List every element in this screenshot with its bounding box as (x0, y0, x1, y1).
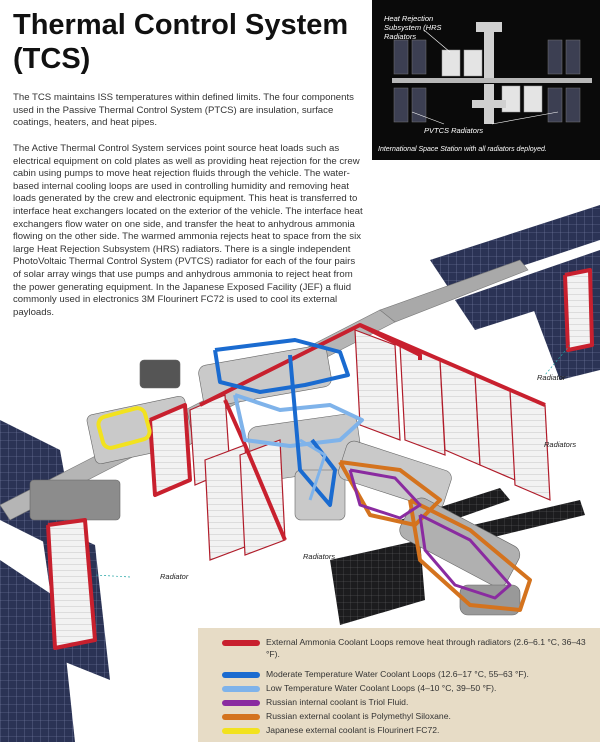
intro-paragraph: The TCS maintains ISS temperatures within defined limits. The four components used in the Passive Thermal Control System (PTCS) are insulation, surface coatings, heaters, and heat pipes. (13, 92, 354, 129)
legend-swatch-triol (222, 700, 260, 706)
hrs-radiators-label: Heat Rejection Subsystem (HRS Radiators (384, 14, 442, 41)
pvtcs-radiators-label: PVTCS Radiators (424, 126, 484, 135)
legend-text-fc72: Japanese external coolant is Flourinert FC72. (266, 725, 440, 735)
legend-text-low-water: Low Temperature Water Coolant Loops (4–10 °C, 39–50 °F). (266, 683, 497, 693)
legend-swatch-fc72 (222, 728, 260, 734)
legend-swatch-moderate-water (222, 672, 260, 678)
photo-caption: International Space Station with all radiators deployed. (378, 146, 547, 153)
legend-swatch-ammonia (222, 640, 260, 646)
legend-text-ammonia: External Ammonia Coolant Loops remove heat through radiators (2.6–6.1 °C, 36–43 °F). (266, 637, 586, 659)
radiator-label-left: Radiator (160, 572, 189, 581)
legend-text-siloxane: Russian external coolant is Polymethyl Siloxane. (266, 711, 451, 721)
radiators-label-right: Radiators (544, 440, 577, 449)
page-title: Thermal Control System (TCS) (13, 9, 349, 75)
radiator-label-right: Radiator (537, 373, 566, 382)
legend-swatch-low-water (222, 686, 260, 692)
radiators-label-center: Radiators (303, 552, 336, 561)
iss-photo-inset (372, 0, 600, 160)
legend-text-moderate-water: Moderate Temperature Water Coolant Loops (12.6–17 °C, 55–63 °F). (266, 669, 529, 679)
coolant-legend (198, 628, 600, 742)
atcs-paragraph: The Active Thermal Control System services point source heat loads such as electrical equipment on cold plates as well as providing heat rejection for the crew cabin using pumps to move heat rejection fluids through the vehicle. The water-based internal cooling loops are used in controlling humidity and removing heat loads generated by the crew and electronic equipment. This heat is transferred to interface heat exchangers located on the exterior of the vehicle. The interface heat exchangers flow water on one side, and transfer the heat to anhydrous ammonia flowing on the other side. The warmed ammonia rejects heat to space from the six large Heat Rejection Subsystem (HRS) radiators. There is a single independent PhotoVoltaic Thermal Control System (PVTCS) radiator for each of the four pairs of solar array wings that use pumps and anhydrous ammonia to reject heat from the power generating equipment. In the Japanese Exposed Facility (JEF) a fluid commonly used in electronics 3M Flourinert FC72 is used to cool its external payloads. (13, 143, 363, 318)
legend-text-triol: Russian internal coolant is Triol Fluid. (266, 697, 409, 707)
legend-swatch-siloxane (222, 714, 260, 720)
